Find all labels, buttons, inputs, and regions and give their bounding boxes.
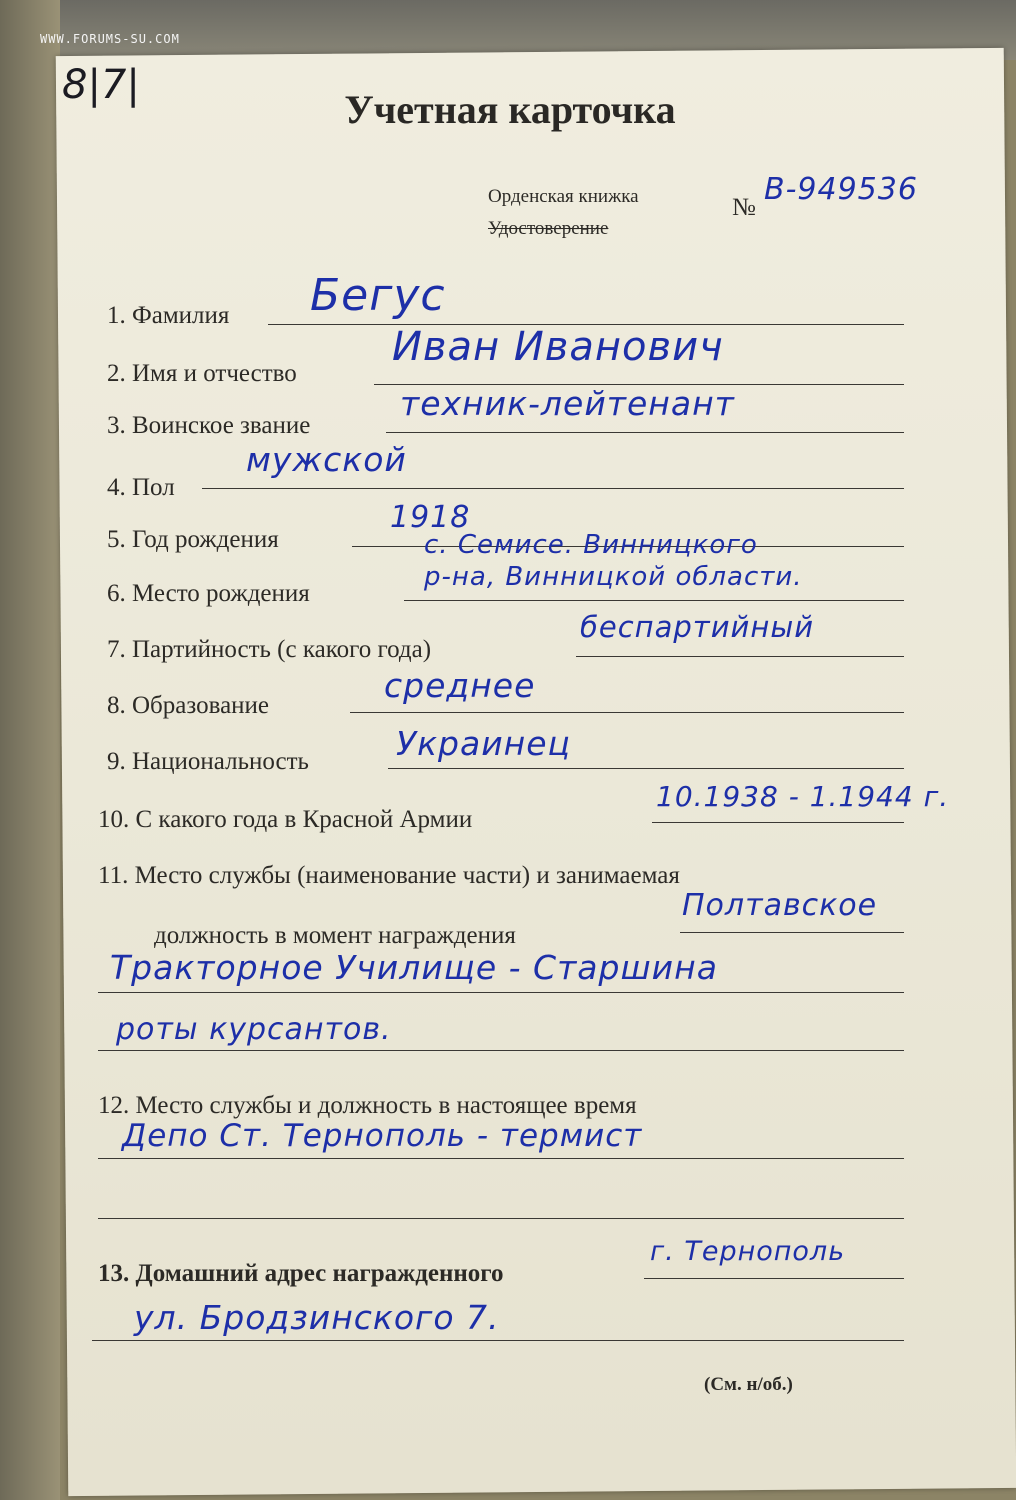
background-left xyxy=(0,0,60,1500)
label-nationality: 9. Национальность xyxy=(107,748,309,775)
line-current-service-2 xyxy=(98,1218,904,1219)
line-nationality xyxy=(388,768,904,769)
value-education: среднее xyxy=(384,666,536,705)
line-current-service-1 xyxy=(98,1158,904,1159)
watermark: WWW.FORUMS-SU.COM xyxy=(40,32,180,46)
line-home-address-2 xyxy=(92,1340,904,1341)
label-sex: 4. Пол xyxy=(107,474,175,501)
value-home-address-line1: г. Тернополь xyxy=(650,1236,846,1267)
line-service-3 xyxy=(98,1050,904,1051)
line-sex xyxy=(202,488,904,489)
value-party: беспартийный xyxy=(580,610,815,644)
book-number: В-949536 xyxy=(764,172,918,207)
value-nationality: Украинец xyxy=(396,724,571,763)
line-education xyxy=(350,712,904,713)
label-birth-year: 5. Год рождения xyxy=(107,526,279,553)
value-service-line3: роты курсантов. xyxy=(116,1012,392,1047)
label-education: 8. Образование xyxy=(107,692,270,719)
label-name: 2. Имя и отчество xyxy=(107,360,297,387)
line-service-1 xyxy=(680,932,904,933)
value-rank: техник-лейтенант xyxy=(400,384,735,423)
number-sign: № xyxy=(732,194,756,221)
label-army-since: 10. С какого года в Красной Армии xyxy=(98,806,473,833)
label-rank: 3. Воинское звание xyxy=(107,412,311,439)
value-birthplace-line1: с. Семисе. Винницкого xyxy=(424,530,758,560)
value-name: Иван Иванович xyxy=(392,324,724,370)
line-home-address-1 xyxy=(644,1278,904,1279)
line-army-since xyxy=(652,822,904,823)
line-birthplace xyxy=(404,600,904,601)
line-rank xyxy=(386,432,904,433)
footer-note: (См. н/об.) xyxy=(704,1374,793,1395)
label-service-line2: должность в момент награждения xyxy=(154,922,516,949)
label-party: 7. Партийность (с какого года) xyxy=(107,636,432,663)
book-label: Орденская книжка xyxy=(488,186,639,207)
certificate-label: Удостоверение xyxy=(488,218,609,239)
value-service-line1: Полтавское xyxy=(682,888,878,923)
value-current-service: Депо Ст. Тернополь - термист xyxy=(122,1118,643,1154)
line-party xyxy=(576,656,904,657)
value-sex: мужской xyxy=(246,440,407,479)
value-birthplace-line2: р-на, Винницкой области. xyxy=(424,562,803,592)
value-birth-year: 1918 xyxy=(390,500,471,535)
label-service-line1: 11. Место службы (наименование части) и занимаемая xyxy=(98,862,680,889)
label-birthplace: 6. Место рождения xyxy=(107,580,310,607)
value-army-since: 10.1938 - 1.1944 г. xyxy=(656,780,950,813)
card-title: Учетная карточка xyxy=(344,87,676,132)
corner-note: 8|7| xyxy=(62,62,140,108)
value-service-line2: Тракторное Училище - Старшина xyxy=(110,948,718,987)
value-home-address-line2: ул. Бродзинского 7. xyxy=(134,1298,500,1337)
label-surname: 1. Фамилия xyxy=(107,302,230,329)
line-service-2 xyxy=(98,992,904,993)
label-current-service: 12. Место службы и должность в настоящее время xyxy=(98,1092,637,1119)
label-home-address: 13. Домашний адрес награжденного xyxy=(98,1260,504,1287)
value-surname: Бегус xyxy=(310,270,446,321)
